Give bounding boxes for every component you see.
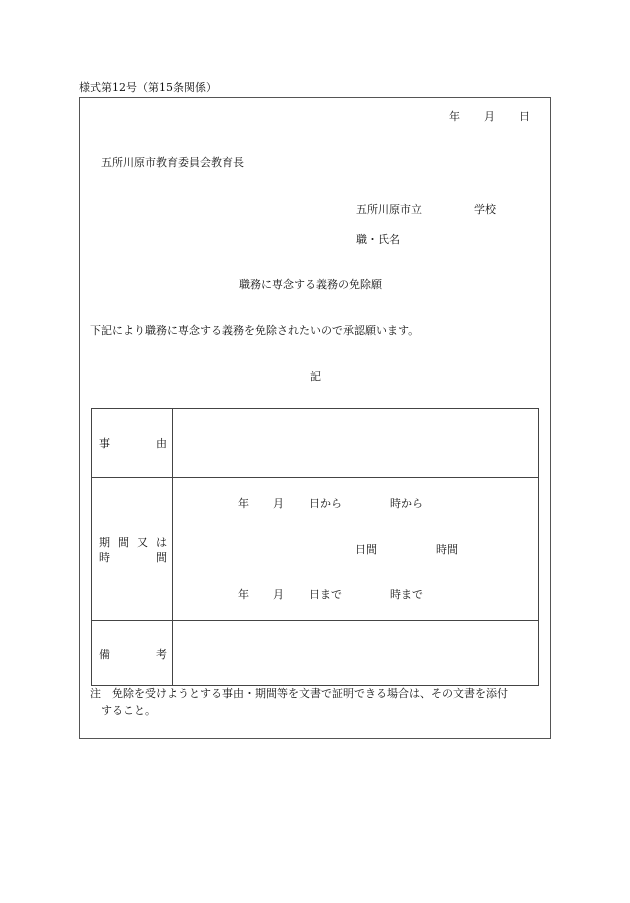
date-month: 月 — [484, 110, 495, 123]
date-year: 年 — [449, 110, 460, 123]
from-day: 日から — [309, 497, 342, 510]
period-label-char: 又 — [137, 536, 148, 549]
note-line-1: 注 免除を受けようとする事由・期間等を文書で証明できる場合は、その文書を添付 — [90, 687, 508, 700]
to-year: 年 — [238, 588, 249, 601]
addressee: 五所川原市教育委員会教育長 — [101, 156, 244, 169]
body-text: 下記により職務に専念する義務を免除されたいので承認願います。 — [90, 324, 420, 337]
reason-label-char: 事 — [99, 437, 110, 450]
remarks-label-char: 考 — [156, 648, 167, 661]
total-days: 日間 — [355, 543, 377, 556]
period-label-char: 間 — [156, 551, 167, 564]
note-line-2: すること。 — [101, 704, 156, 717]
to-hour: 時まで — [390, 588, 423, 601]
period-label-char: 時 — [99, 551, 110, 564]
school-prefix: 五所川原市立 — [356, 203, 422, 216]
table-column-divider — [172, 409, 173, 685]
reason-label-char: 由 — [156, 437, 167, 450]
table-row-divider — [92, 620, 538, 621]
position-name-label: 職・氏名 — [356, 233, 400, 246]
ki-label: 記 — [310, 370, 321, 383]
table-row-divider — [92, 477, 538, 478]
form-id-label: 様式第12号（第15条関係） — [79, 81, 217, 94]
period-label-char: は — [156, 536, 167, 549]
total-hours: 時間 — [436, 543, 458, 556]
page-title: 職務に専念する義務の免除願 — [239, 278, 382, 291]
period-label-char: 期 — [99, 536, 110, 549]
school-suffix: 学校 — [474, 203, 496, 216]
date-day: 日 — [519, 110, 530, 123]
application-table — [91, 408, 539, 686]
from-month: 月 — [273, 497, 284, 510]
from-year: 年 — [238, 497, 249, 510]
remarks-label-char: 備 — [99, 648, 110, 661]
to-month: 月 — [273, 588, 284, 601]
to-day: 日まで — [309, 588, 342, 601]
from-hour: 時から — [390, 497, 423, 510]
period-label-char: 間 — [118, 536, 129, 549]
